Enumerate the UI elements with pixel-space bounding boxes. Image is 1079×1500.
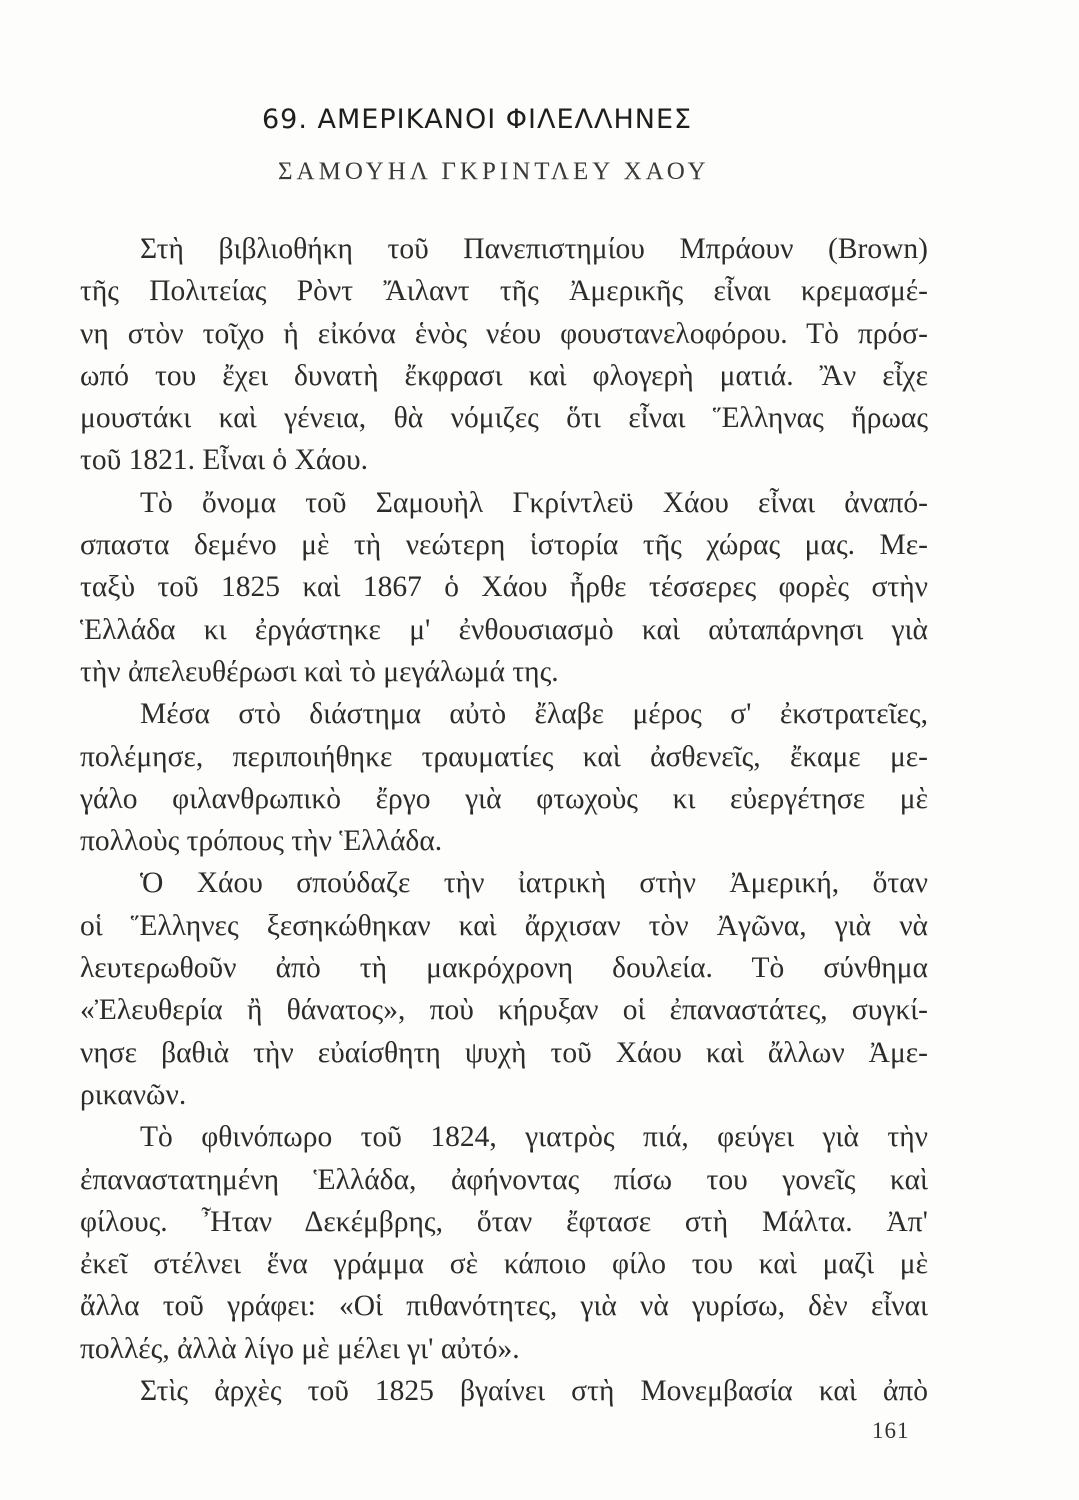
text-line: ἐκεῖ στέλνει ἕνα γράμμα σὲ κάποιο φίλο του καὶ μαζὶ μὲ — [80, 1248, 928, 1281]
text-line: φίλους. Ἦταν Δεκέμβρης, ὅταν ἔφτασε στὴ Μάλτα. Ἀπ' — [80, 1205, 928, 1238]
text-line: Μέσα στὸ διάστημα αὐτὸ ἔλαβε μέρος σ' ἐκστρατεῖες, — [140, 698, 928, 731]
text-line: ἄλλα τοῦ γράφει: «Οἱ πιθανότητες, γιὰ νὰ γυρίσω, δὲν εἶναι — [80, 1290, 928, 1323]
text-line: Τὸ φθινόπωρο τοῦ 1824, γιατρὸς πιά, φεύγει γιὰ τὴν — [140, 1121, 928, 1154]
chapter-title: 69. ΑΜΕΡΙΚΑΝΟΙ ΦΙΛΕΛΛΗΝΕΣ — [262, 104, 693, 135]
text-line: πολλοὺς τρόπους τὴν Ἑλλάδα. — [80, 825, 443, 858]
text-line: ταξὺ τοῦ 1825 καὶ 1867 ὁ Χάου ἦρθε τέσσερες φορὲς στὴν — [80, 571, 928, 604]
text-line: γάλο φιλανθρωπικὸ ἔργο γιὰ φτωχοὺς κι εὐεργέτησε μὲ — [80, 782, 928, 815]
text-line: πολλές, ἀλλὰ λίγο μὲ μέλει γι' αὐτό». — [80, 1332, 520, 1365]
text-line: τὴν ἀπελευθέρωσι καὶ τὸ μεγάλωμά της. — [80, 655, 559, 688]
text-line: ωπό του ἔχει δυνατὴ ἔκφρασι καὶ φλογερὴ ματιά. Ἂν εἶχε — [80, 359, 928, 392]
chapter-subtitle: ΣΑΜΟΥΗΛ ΓΚΡΙΝΤΛΕΥ ΧΑΟΥ — [278, 158, 710, 185]
text-line: νησε βαθιὰ τὴν εὐαίσθητη ψυχὴ τοῦ Χάου καὶ ἄλλων Ἀμε- — [80, 1036, 928, 1069]
text-line: νη στὸν τοῖχο ἡ εἰκόνα ἑνὸς νέου φουστανελοφόρου. Τὸ πρόσ- — [80, 317, 928, 350]
text-line: Στὶς ἀρχὲς τοῦ 1825 βγαίνει στὴ Μονεμβασία καὶ ἀπὸ — [140, 1375, 928, 1408]
text-line: μουστάκι καὶ γένεια, θὰ νόμιζες ὅτι εἶναι Ἕλληνας ἥρωας — [80, 402, 928, 435]
text-line: «Ἐλευθερία ἢ θάνατος», ποὺ κήρυξαν οἱ ἐπαναστάτες, συγκί- — [80, 994, 928, 1027]
text-line: Στὴ βιβλιοθήκη τοῦ Πανεπιστημίου Μπράουν (Brown) — [140, 233, 928, 265]
body-text — [80, 228, 928, 1412]
text-line: τῆς Πολιτείας Ρὸντ Ἄιλαντ τῆς Ἀμερικῆς εἶναι κρεμασμέ- — [80, 275, 928, 308]
text-line: ρικανῶν. — [80, 1078, 187, 1111]
text-line: οἱ Ἕλληνες ξεσηκώθηκαν καὶ ἄρχισαν τὸν Ἀγῶνα, γιὰ νὰ — [80, 909, 928, 942]
text-line: Ὁ Χάου σπούδαζε τὴν ἰατρικὴ στὴν Ἀμερική, ὅταν — [140, 867, 928, 900]
text-line: τοῦ 1821. Εἶναι ὁ Χάου. — [80, 444, 369, 477]
text-line: Ἑλλάδα κι ἐργάστηκε μ' ἐνθουσιασμὸ καὶ αὐταπάρνησι γιὰ — [80, 613, 928, 646]
text-line: λευτερωθοῦν ἀπὸ τὴ μακρόχρονη δουλεία. Τὸ σύνθημα — [80, 952, 928, 985]
text-line: σπαστα δεμένο μὲ τὴ νεώτερη ἱστορία τῆς χώρας μας. Με- — [80, 529, 928, 562]
text-line: Τὸ ὄνομα τοῦ Σαμουὴλ Γκρίντλεϋ Χάου εἶναι ἀναπό- — [140, 486, 928, 519]
page-number: 161 — [872, 1418, 910, 1443]
text-line: ἐπαναστατημένη Ἑλλάδα, ἀφήνοντας πίσω του γονεῖς καὶ — [80, 1163, 928, 1196]
text-line: πολέμησε, περιποιήθηκε τραυματίες καὶ ἀσθενεῖς, ἔκαμε με- — [80, 740, 928, 773]
